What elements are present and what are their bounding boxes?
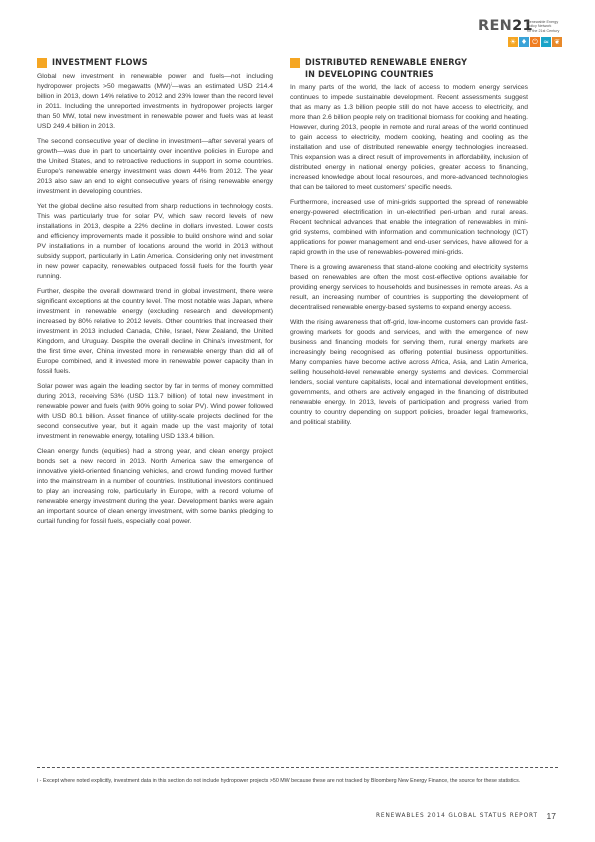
- ren21-logo: [478, 20, 578, 48]
- logo-tagline: Renewable Energy Policy Network for the 21st Century: [527, 20, 560, 33]
- page-number: 17: [546, 811, 556, 821]
- page-footer: [375, 811, 560, 824]
- paragraph: Solar power was again the leading sector by far in terms of money committed during 2013, receiving 53% (USD 113.7 billion) of total new investment in renewable power and fuels (with 90% going to solar PV). Wind power followed with USD 80.1 billion. Asset finance of utility-scale projects declined for the second consecutive year, but it again made up the vast majority of total investment in renewable energy, totalling USD 133.4 billion.: [37, 382, 273, 440]
- sun-icon: ☀: [509, 37, 517, 46]
- power-icon: ⏻: [530, 37, 540, 47]
- person-icon: ♦: [520, 37, 528, 46]
- heading-marker-square: [290, 58, 300, 68]
- section-title: INVESTMENT FLOWS: [52, 57, 148, 68]
- section-heading: [37, 57, 273, 69]
- paragraph: In many parts of the world, the lack of access to modern energy services continues to impede sustainable development. Recent assessments suggest that as many as 1.3 billion people still do not have access to electricity, and more than 2.6 billion people rely on traditional biomass for cooking and heating. However, during 2013, people in remote and rural areas of the world continued to gain access to electricity, modern cooking, heating and cooling as the installation and use of distributed renewable energy technologies increased. This expansion was a direct result of improvements in affordability, inclusion of distributed energy in national energy policies, greater access to financing, increased knowledge about local resources, and more-advanced technologies that can be tailored to meet customers' specific needs.: [290, 84, 528, 191]
- paragraph: Yet the global decline also resulted from sharp reductions in technology costs. This was particularly true for solar PV, which saw record levels of new installations in 2013, despite a 22% decline in dollars invested. Lower costs and efficiency improvements made it possible to build onshore wind and solar PV installations in a number of locations around the world in 2013 without subsidy support, particularly in Latin America. Considering only net investment in new power capacity, renewables outpaced fossil fuels for the fourth year running.: [37, 202, 273, 280]
- footnote: i - Except where noted explicitly, investment data in this section do not include hydropower projects >50 MW because these are not tracked by Bloomberg New Energy Finance, the source for these statistics.: [37, 778, 521, 784]
- section-heading: [290, 57, 528, 80]
- paragraph: There is a growing awareness that stand-alone cooking and electricity systems based on renewables are often the most cost-effective options available for providing energy services to households and businesses in remote areas. As a result, an increasing number of countries is supporting the development of decentralised renewable energy-based systems to expand energy access.: [290, 264, 528, 311]
- logo-wordmark: REN21: [478, 18, 533, 34]
- paragraph: Clean energy funds (equities) had a strong year, and clean energy project bonds set a new record in 2013. North America saw the emergence of innovative yield-oriented financing vehicles, and crowd funding moved further into the mainstream in a number of countries. Institutional investors continued to play an increasing role, particularly in Europe, with a record volume of renewable energy investment during the year. Development banks were again an important source of clean energy investment, with some banks pledging to curtail funding for fossil fuels, especially coal power.: [37, 447, 273, 525]
- paragraph: The second consecutive year of decline in investment—after several years of growth—was due in part to uncertainty over incentive policies in Europe and the United States, and to retroactive reductions in support in some countries. Europe's renewable energy investment was down 44% from 2012. The year 2013 also saw an end to eight consecutive years of rising renewable energy investment in developing countries.: [37, 137, 273, 195]
- report-title: RENEWABLES 2014 GLOBAL STATUS REPORT: [375, 813, 538, 819]
- paragraph: Furthermore, increased use of mini-grids supported the spread of renewable energy-powered electrification in un-electrified peri-urban and rural areas. Recent technical advances that enable the integration of renewables in mini-grid systems, combined with information and communication technology (ICT) applications for power management and end-user services, have allowed for a rapid growth in the use of renewables-powered mini-grids.: [290, 199, 528, 256]
- paragraph: Global new investment in renewable power and fuels—not including hydropower projects >50 megawatts (MW)ⁱ—was an estimated USD 214.4 billion in 2013, down 14% relative to 2012 and 23% lower than the record level in 2011. Including the unreported investments in hydropower projects larger than 50 MW, total new investment in renewable power and fuels was at least USD 249.4 billion in 2013.: [37, 72, 273, 130]
- footnote-divider: [37, 767, 558, 768]
- paragraph: With the rising awareness that off-grid, low-income customers can provide fast-growing markets for goods and services, and with the emergence of new business and financing models for serving them, rural energy markets are increasingly being recognised as offering potential business opportunities. Many companies have become active across Africa, Asia, and Latin America, selling household-level renewable energy systems and devices. Commercial lenders, social venture capitalists, local and international development entities, governments, and others are actively engaged in the financing of distributed renewable energy. In 2013, levels of participation and progress varied from country to country depending on support policies, broader legal frameworks, and political stability.: [290, 319, 528, 426]
- paragraph: Further, despite the overall downward trend in global investment, there were significant exceptions at the country level. The most notable was Japan, where investment in renewable energy (excluding research and development) increased by 80% relative to 2012 levels. Other countries that increased their investment in 2013 included Canada, Chile, Israel, New Zealand, the United Kingdom, and Uruguay. Despite the overall decline in China's investment, for the first time ever, China invested more in renewable energy than did all of Europe combined, and it invested more in renewable power capacity than in fossil fuels.: [37, 287, 273, 375]
- leaf-icon: ❦: [552, 37, 562, 47]
- section-title: DISTRIBUTED RENEWABLE ENERGY IN DEVELOPING COUNTRIES: [305, 57, 468, 80]
- heading-marker-square: [37, 58, 47, 68]
- investment-flows-section: [37, 57, 273, 532]
- water-icon: ≈: [541, 37, 551, 47]
- logo-icon-row: [508, 37, 562, 47]
- distributed-renewable-energy-section: [290, 57, 528, 433]
